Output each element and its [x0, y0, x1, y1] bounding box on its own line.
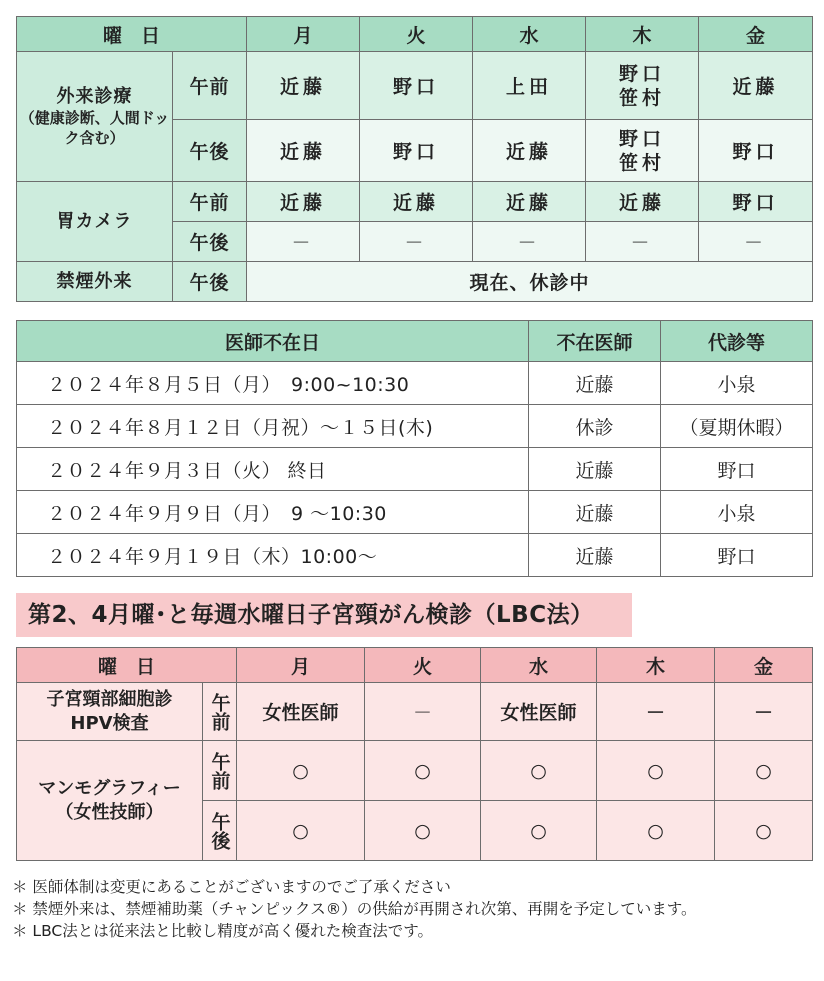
gastro-am-fri: 野口: [699, 182, 813, 222]
absence-doctor: 近藤: [529, 534, 661, 577]
cervical-wed: 女性医師: [481, 683, 597, 741]
absence-date: ２０２４年９月１９日（木）10:00～: [17, 534, 529, 577]
table-row: [17, 491, 813, 534]
absence-doctor: 近藤: [529, 448, 661, 491]
absence-doctor: 休診: [529, 405, 661, 448]
table-row: [17, 405, 813, 448]
outpatient-am-wed: 上田: [473, 52, 586, 120]
cervical-label-line1: 子宮頸部細胞診: [46, 688, 173, 710]
outpatient-label: [17, 52, 173, 182]
cervical-label-line2: HPV検査: [70, 712, 149, 734]
gastro-am-tue: 近藤: [360, 182, 473, 222]
gastro-am-thu: 近藤: [586, 182, 699, 222]
absence-doctor: 近藤: [529, 491, 661, 534]
outpatient-title: 外来診療: [56, 85, 133, 107]
absence-substitute-header: 代診等: [661, 321, 813, 362]
day-header: 曜 日: [17, 17, 247, 52]
gastro-pm-wed: －: [473, 222, 586, 262]
outpatient-sublabel: （健康診断、人間ドック含む）: [19, 108, 170, 147]
smoking-label: 禁煙外来: [17, 262, 173, 302]
day-tue: 火: [365, 648, 481, 683]
period-am: 午前: [173, 52, 247, 120]
gastro-am-wed: 近藤: [473, 182, 586, 222]
day-wed: 水: [481, 648, 597, 683]
mammo-pm-fri: ○: [715, 801, 813, 861]
absence-date-header: 医師不在日: [17, 321, 529, 362]
absence-substitute: 小泉: [661, 362, 813, 405]
outpatient-am-fri: 近藤: [699, 52, 813, 120]
cervical-screening-banner: 第2、4月曜･と毎週水曜日子宮頸がん検診（LBC法）: [16, 593, 632, 637]
cervical-period: 午前: [203, 683, 237, 741]
mammo-pm-mon: ○: [237, 801, 365, 861]
mammo-am-tue: ○: [365, 741, 481, 801]
outpatient-am-thu: 野口 笹村: [586, 52, 699, 120]
mammo-am-fri: ○: [715, 741, 813, 801]
cervical-label: [17, 683, 203, 741]
gastro-pm-thu: －: [586, 222, 699, 262]
table-row: [17, 362, 813, 405]
mammo-am-wed: ○: [481, 741, 597, 801]
table-row: [17, 534, 813, 577]
absence-substitute: 小泉: [661, 491, 813, 534]
outpatient-pm-wed: 近藤: [473, 120, 586, 182]
cervical-tue: －: [365, 683, 481, 741]
mammo-pm-thu: ○: [597, 801, 715, 861]
gastrocamera-label: 胃カメラ: [17, 182, 173, 262]
absence-date: ２０２４年９月３日（火） 終日: [17, 448, 529, 491]
outpatient-am-tue: 野口: [360, 52, 473, 120]
absence-substitute: （夏期休暇）: [661, 405, 813, 448]
mammo-period-am: 午前: [203, 741, 237, 801]
mammo-period-pm: 午後: [203, 801, 237, 861]
day-mon: 月: [247, 17, 360, 52]
mammo-label: [17, 741, 203, 861]
absence-substitute: 野口: [661, 534, 813, 577]
day-wed: 水: [473, 17, 586, 52]
smoking-status: 現在、休診中: [247, 262, 813, 302]
absence-doctor-header: 不在医師: [529, 321, 661, 362]
absence-table: [16, 320, 813, 577]
footnote: ＊ LBC法とは従来法と比較し精度が高く優れた検査法です。: [12, 922, 434, 940]
smoking-period: 午後: [173, 262, 247, 302]
period-am: 午前: [173, 182, 247, 222]
outpatient-am-mon: 近藤: [247, 52, 360, 120]
gastro-pm-fri: －: [699, 222, 813, 262]
absence-date: ２０２４年８月５日（月） 9:00~10:30: [17, 362, 529, 405]
footnote: ＊ 医師体制は変更にあることがございますのでご了承ください: [12, 878, 451, 896]
day-mon: 月: [237, 648, 365, 683]
footnote: ＊ 禁煙外来は、禁煙補助薬（チャンピックス®）の供給が再開され次第、再開を予定しています。: [12, 900, 697, 918]
day-thu: 木: [586, 17, 699, 52]
day-tue: 火: [360, 17, 473, 52]
absence-doctor: 近藤: [529, 362, 661, 405]
screening-table: [16, 647, 813, 861]
schedule-table: [16, 16, 813, 302]
absence-substitute: 野口: [661, 448, 813, 491]
gastro-am-mon: 近藤: [247, 182, 360, 222]
day-header: 曜 日: [17, 648, 237, 683]
mammo-pm-wed: ○: [481, 801, 597, 861]
period-pm: 午後: [173, 222, 247, 262]
table-row: [17, 448, 813, 491]
cervical-thu: －: [597, 683, 715, 741]
mammo-pm-tue: ○: [365, 801, 481, 861]
day-thu: 木: [597, 648, 715, 683]
outpatient-pm-fri: 野口: [699, 120, 813, 182]
day-fri: 金: [715, 648, 813, 683]
cervical-fri: －: [715, 683, 813, 741]
outpatient-pm-tue: 野口: [360, 120, 473, 182]
outpatient-pm-thu: 野口 笹村: [586, 120, 699, 182]
mammo-am-mon: ○: [237, 741, 365, 801]
cervical-mon: 女性医師: [237, 683, 365, 741]
footnotes: [12, 876, 696, 942]
outpatient-pm-mon: 近藤: [247, 120, 360, 182]
gastro-pm-tue: －: [360, 222, 473, 262]
day-fri: 金: [699, 17, 813, 52]
absence-date: ２０２４年８月１２日（月祝）～１５日(木): [17, 405, 529, 448]
absence-date: ２０２４年９月９日（月） 9 ～10:30: [17, 491, 529, 534]
gastro-pm-mon: －: [247, 222, 360, 262]
mammo-am-thu: ○: [597, 741, 715, 801]
mammo-label-line1: マンモグラフィー: [38, 777, 181, 799]
period-pm: 午後: [173, 120, 247, 182]
mammo-label-line2: （女性技師）: [55, 801, 164, 823]
